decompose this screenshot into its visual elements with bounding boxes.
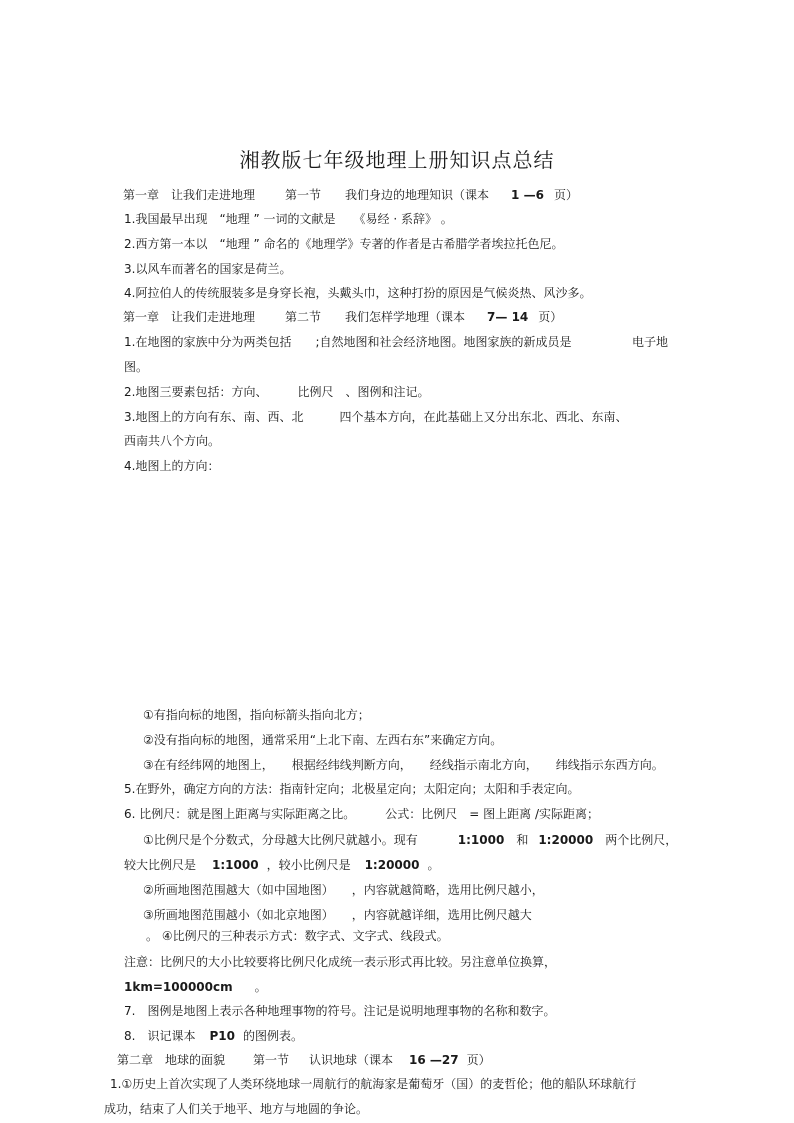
paragraph: 6. 比例尺：就是图上距离与实际距离之比。 公式：比例尺 = 图上距离 /实际距离； bbox=[124, 807, 599, 821]
page-range: 7— 14 bbox=[487, 310, 529, 324]
paragraph: 5.在野外，确定方向的方法：指南针定向；北极星定向；太阳定向；太阳和手表定向。 bbox=[124, 782, 580, 796]
paragraph-continuation: 图。 bbox=[124, 360, 149, 374]
paragraph: 4.地图上的方向： bbox=[124, 459, 220, 473]
blank-figure-area bbox=[124, 480, 664, 700]
document-title: 湘教版七年级地理上册知识点总结 bbox=[239, 148, 555, 172]
page-ref: P10 bbox=[209, 1029, 235, 1043]
paragraph: 3.以风车而著名的国家是荷兰。 bbox=[124, 262, 292, 276]
section-label: 第一节 bbox=[253, 1053, 290, 1067]
chapter-label: 第一章 让我们走进地理 bbox=[123, 188, 256, 202]
section-label: 第一节 bbox=[285, 188, 322, 202]
paragraph: 7. 图例是地图上表示各种地理事物的符号。注记是说明地理事物的名称和数字。 bbox=[124, 1004, 556, 1018]
paragraph: 4.阿拉伯人的传统服装多是身穿长袍，头戴头巾，这种打扮的原因是气候炎热、风沙多。 bbox=[124, 286, 592, 300]
paragraph: 3.地图上的方向有东、南、西、北 四个基本方向，在此基础上又分出东北、西北、东南、 bbox=[124, 410, 628, 424]
paragraph-tail: 电子地 bbox=[632, 335, 669, 349]
page-range: 1 —6 bbox=[511, 188, 544, 202]
scale-rule-3: ③所画地图范围越小（如北京地图） ，内容就越详细，选用比例尺越大 bbox=[143, 908, 532, 922]
paragraph: 1.我国最早出现 “地理 ” 一词的文献是 《易经 · 系辞》 。 bbox=[124, 212, 453, 226]
period: 。 bbox=[254, 980, 267, 994]
paragraph: 2.地图三要素包括：方向、 比例尺 、图例和注记。 bbox=[124, 385, 430, 399]
scale-rule-text: 较大比例尺是 bbox=[124, 858, 197, 872]
section-heading-1-2 bbox=[123, 309, 562, 325]
conjunction: 和 bbox=[516, 833, 529, 847]
section-label: 第二节 bbox=[285, 310, 322, 324]
paragraph bbox=[124, 1028, 303, 1044]
page-range-end: 页） bbox=[553, 188, 578, 202]
paragraph-text: 8. 识记课本 bbox=[124, 1029, 196, 1043]
section-heading-1-1 bbox=[123, 187, 578, 203]
paragraph-continuation: 成功，结束了人们关于地平、地方与地圆的争论。 bbox=[104, 1102, 369, 1116]
paragraph: 2.西方第一本以 “地理 ” 命名的《地理学》专著的作者是古希腊学者埃拉托色尼。 bbox=[124, 237, 564, 251]
scale-rule-4: 。 ④比例尺的三种表示方式：数字式、文字式、线段式。 bbox=[146, 929, 449, 943]
scale-rule-2: ②所画地图范围越大（如中国地图） ，内容就越简略，选用比例尺越小， bbox=[143, 883, 544, 897]
note: 注意：比例尺的大小比较要将比例尺化成统一表示形式再比较。另注意单位换算， bbox=[124, 955, 557, 969]
paragraph-text: 的图例表。 bbox=[242, 1029, 303, 1043]
unit-value: 1km=100000cm bbox=[124, 980, 233, 994]
section-name: 认识地球（课本 bbox=[309, 1053, 394, 1067]
scale-value: 1:1000 bbox=[457, 833, 505, 847]
direction-rule-1: ①有指向标的地图，指向标箭头指向北方； bbox=[143, 708, 370, 722]
scale-value: 1:20000 bbox=[538, 833, 594, 847]
scale-rule-text: 两个比例尺， bbox=[605, 833, 678, 847]
paragraph-continuation: 西南共八个方向。 bbox=[124, 434, 221, 448]
section-heading-2-1 bbox=[117, 1052, 491, 1068]
section-name: 我们身边的地理知识（课本 bbox=[345, 188, 490, 202]
chapter-label: 第二章 地球的面貌 bbox=[117, 1053, 226, 1067]
scale-value: 1:20000 bbox=[364, 858, 420, 872]
direction-rule-2: ②没有指向标的地图，通常采用“上北下南、左西右东”来确定方向。 bbox=[143, 733, 503, 747]
page-range: 16 —27 bbox=[409, 1053, 459, 1067]
scale-rule-text: ，较小比例尺是 bbox=[266, 858, 351, 872]
scale-rule-text: ①比例尺是个分数式，分母越大比例尺就越小。现有 bbox=[143, 833, 418, 847]
paragraph: 1.在地图的家族中分为两类包括 ;自然地图和社会经济地图。地图家族的新成员是 bbox=[124, 335, 572, 349]
paragraph: 1.①历史上首次实现了人类环绕地球一周航行的航海家是葡萄牙（国）的麦哲伦；他的船队环球航行 bbox=[110, 1077, 637, 1091]
chapter-label: 第一章 让我们走进地理 bbox=[123, 310, 256, 324]
unit-conversion bbox=[124, 979, 267, 995]
page-range-end: 页） bbox=[538, 310, 563, 324]
page-range-end: 页） bbox=[466, 1053, 491, 1067]
scale-value: 1:1000 bbox=[212, 858, 259, 872]
scale-rule-1-cont bbox=[124, 857, 440, 873]
direction-rule-3: ③在有经纬网的地图上， 根据经纬线判断方向， 经线指示南北方向， 纬线指示东西方向。 bbox=[143, 758, 664, 772]
scale-rule-1 bbox=[143, 832, 677, 848]
period: 。 bbox=[427, 858, 440, 872]
section-name: 我们怎样学地理（课本 bbox=[345, 310, 466, 324]
